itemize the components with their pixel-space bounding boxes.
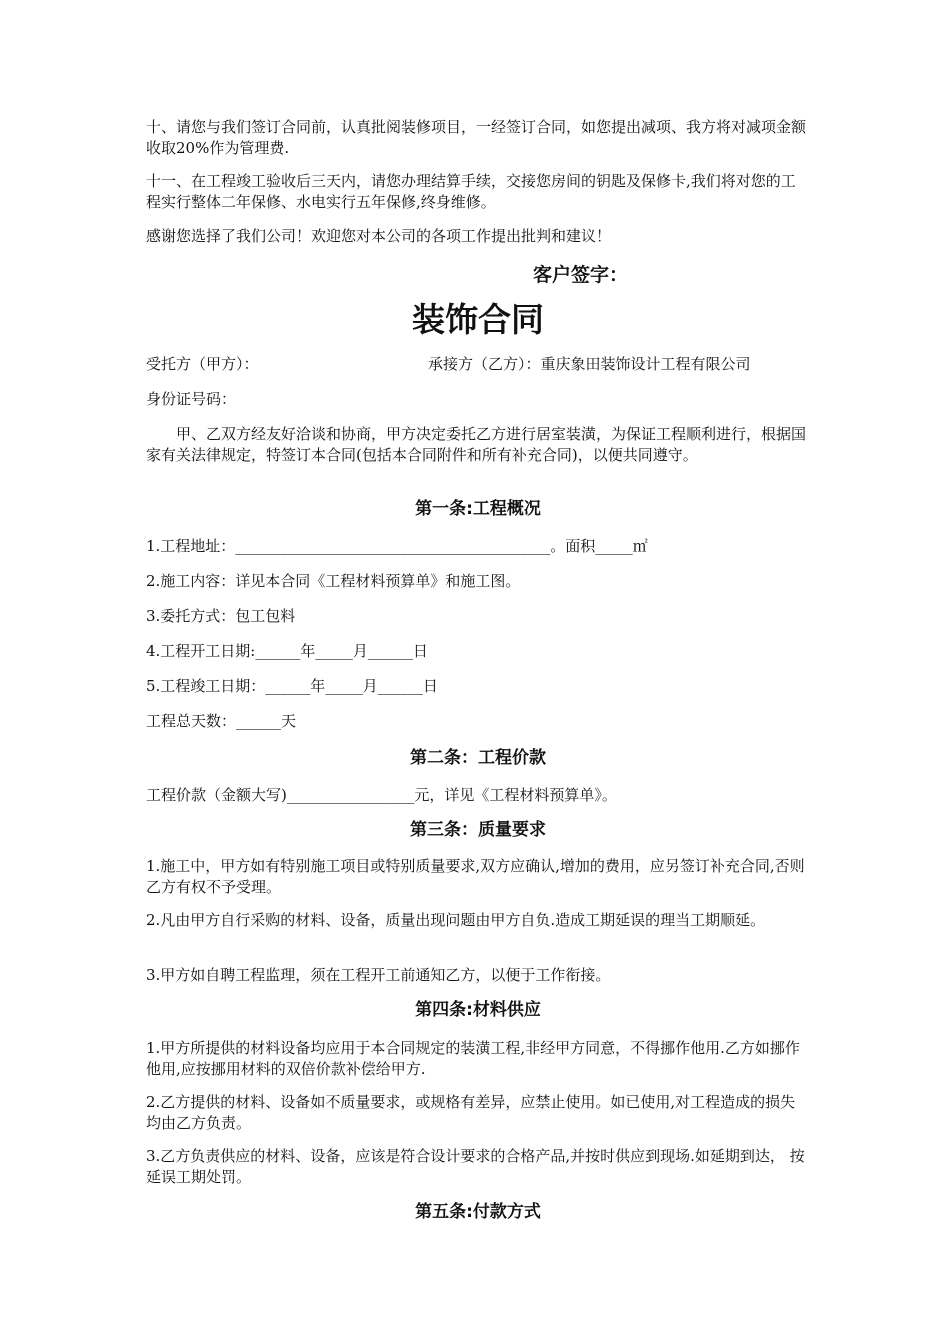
article2-heading: 第二条：工程价款 [410,748,546,768]
material-item-1: 1.甲方所提供的材料设备均应用于本合同规定的装潢工程,非经甲方同意，不得挪作他用.乙方如挪作他用,应按挪用材料的双倍价款补偿给甲方. [146,1039,800,1078]
total-days-field: 工程总天数：______天 [146,712,297,730]
article5-heading: 第五条:付款方式 [415,1202,541,1222]
note-item-10: 十、请您与我们签订合同前，认真批阅装修项目，一经签订合同，如您提出减项、我方将对减项金额收取20%作为管理费. [146,118,807,157]
article1-heading: 第一条:工程概况 [415,499,541,519]
contract-title: 装饰合同 [412,300,544,339]
note-item-11: 十一、在工程竣工验收后三天内，请您办理结算手续，交接您房间的钥匙及保修卡,我们将对您的工程实行整体二年保修、水电实行五年保修,终身维修。 [146,172,796,211]
start-date-field: 4.工程开工日期:______年_____月______日 [146,642,428,660]
article3-heading: 第三条：质量要求 [410,820,546,840]
id-number-label: 身份证号码： [146,390,237,408]
project-address-field: 1.工程地址：__________________________________________。面积_____㎡ [146,537,648,555]
article4-heading: 第四条:材料供应 [415,1000,541,1020]
contract-preamble: 甲、乙双方经友好洽谈和协商，甲方决定委托乙方进行居室装潢，为保证工程顺利进行，根据国家有关法律规定，特签订本合同(包括本合同附件和所有补充合同)，以便共同遵守。 [146,425,807,464]
party-b-label: 承接方（乙方）：重庆象田装饰设计工程有限公司 [428,355,751,373]
quality-item-2: 2.凡由甲方自行采购的材料、设备，质量出现问题由甲方自负.造成工期延误的理当工期顺延。 [146,911,766,929]
customer-signature-label: 客户签字： [533,264,629,286]
entrust-method: 3.委托方式：包工包料 [146,607,296,625]
end-date-field: 5.工程竣工日期：______年_____月______日 [146,677,438,695]
party-a-label: 受托方（甲方）： [146,355,259,373]
quality-item-1: 1.施工中，甲方如有特别施工项目或特别质量要求,双方应确认,增加的费用，应另签订补充合同,否则乙方有权不予受理。 [146,857,805,896]
quality-item-3: 3.甲方如自聘工程监理，须在工程开工前通知乙方，以便于工作衔接。 [146,966,611,984]
construction-content: 2.施工内容：详见本合同《工程材料预算单》和施工图。 [146,572,521,590]
material-item-2: 2.乙方提供的材料、设备如不质量要求，或规格有差异，应禁止使用。如已使用,对工程造成的损失均由乙方负责。 [146,1093,796,1132]
project-price-field: 工程价款（金额大写)_________________元，详见《工程材料预算单》。 [146,786,617,804]
thanks-text: 感谢您选择了我们公司！欢迎您对本公司的各项工作提出批判和建议！ [146,227,612,245]
material-item-3: 3.乙方负责供应的材料、设备，应该是符合设计要求的合格产品,并按时供应到现场.如延期到达， 按延误工期处罚。 [146,1147,805,1186]
